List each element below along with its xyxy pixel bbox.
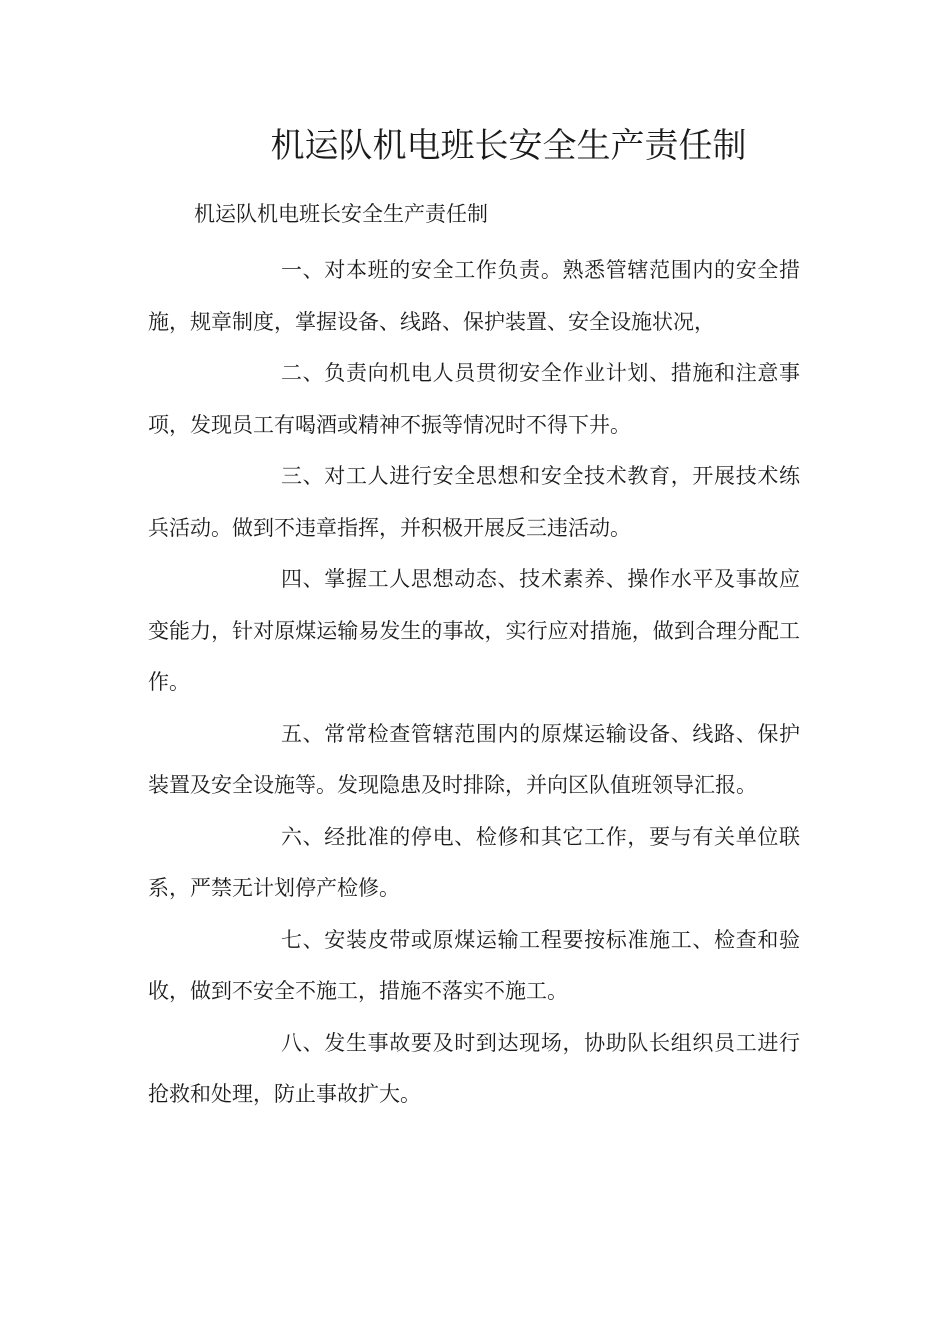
paragraph-5: 五、常常检查管辖范围内的原煤运输设备、线路、保护装置及安全设施等。发现隐患及时排除，并向区队值班领导汇报。 (148, 721, 800, 797)
document-body (148, 245, 800, 1121)
paragraph-8: 八、发生事故要及时到达现场，协助队长组织员工进行抢救和处理，防止事故扩大。 (148, 1030, 800, 1106)
paragraph-2: 二、负责向机电人员贯彻安全作业计划、措施和注意事项，发现员工有喝酒或精神不振等情况时不得下井。 (148, 361, 800, 437)
paragraph-7: 七、安装皮带或原煤运输工程要按标准施工、检查和验收，做到不安全不施工，措施不落实不施工。 (148, 927, 800, 1003)
paragraph-1: 一、对本班的安全工作负责。熟悉管辖范围内的安全措施，规章制度，掌握设备、线路、保护装置、安全设施状况， (148, 258, 800, 334)
document-title: 机运队机电班长安全生产责任制 (270, 126, 747, 166)
paragraph-3: 三、对工人进行安全思想和安全技术教育，开展技术练兵活动。做到不违章指挥，并积极开展反三违活动。 (148, 464, 800, 540)
paragraph-4: 四、掌握工人思想动态、技术素养、操作水平及事故应变能力，针对原煤运输易发生的事故，实行应对措施，做到合理分配工作。 (148, 567, 800, 694)
document-subtitle: 机运队机电班长安全生产责任制 (194, 202, 488, 226)
paragraph-6: 六、经批准的停电、检修和其它工作，要与有关单位联系，严禁无计划停产检修。 (148, 824, 800, 900)
